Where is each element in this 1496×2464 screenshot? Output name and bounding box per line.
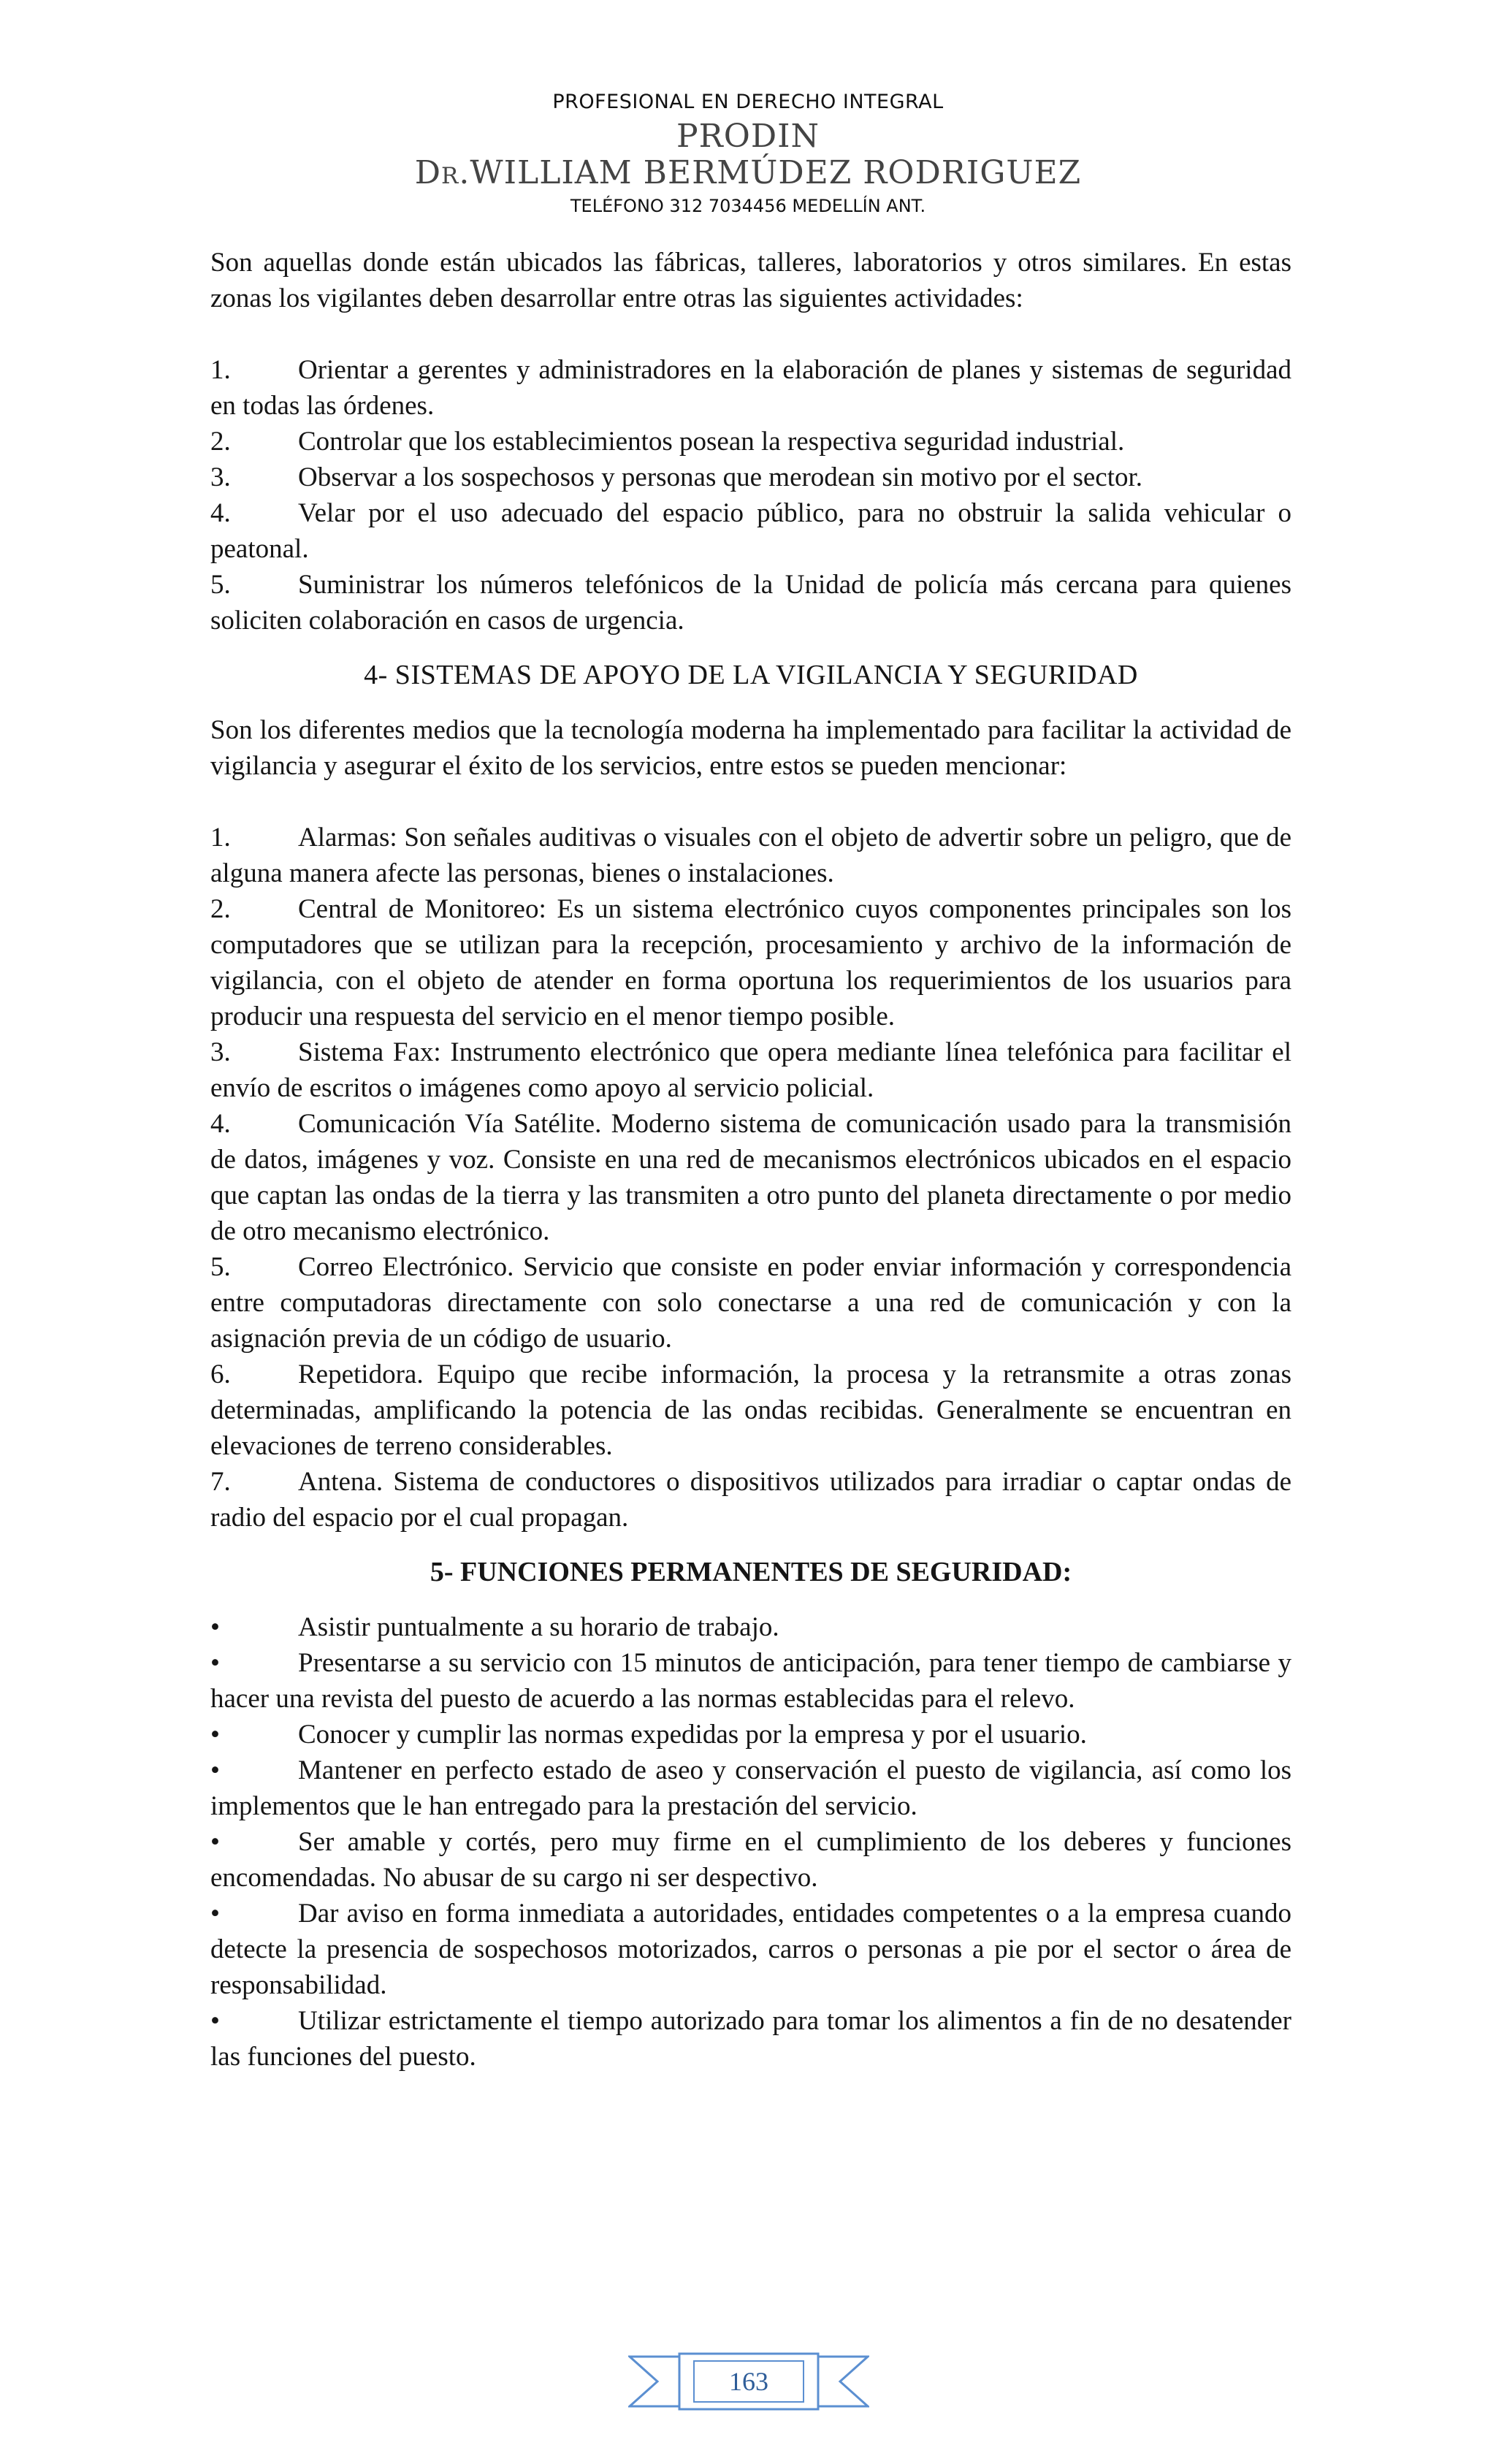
bullet-icon: • bbox=[210, 2006, 220, 2036]
list-item: 1. Alarmas: Son señales auditivas o visuales con el objeto de advertir sobre un peligro, que de alguna manera afecte las personas, bienes o instalaciones. bbox=[210, 823, 1291, 888]
list-item: • Ser amable y cortés, pero muy firme en el cumplimiento de los deberes y funciones encomendadas. No abusar de su cargo ni ser despectivo. bbox=[210, 1824, 1291, 1896]
list-item: 2. Controlar que los establecimientos posean la respectiva seguridad industrial. bbox=[210, 427, 1125, 457]
bullet-icon: • bbox=[210, 1755, 220, 1785]
section-5-heading: 5- FUNCIONES PERMANENTES DE SEGURIDAD: bbox=[430, 1557, 1072, 1587]
header-acronym: PRODIN bbox=[676, 118, 820, 155]
list-item: 7. Antena. Sistema de conductores o dispositivos utilizados para irradiar o captar ondas de radio del espacio por el cual propagan. bbox=[210, 1467, 1291, 1533]
section-4-intro: Son los diferentes medios que la tecnología moderna ha implementado para facilitar la actividad de vigilancia y asegurar el éxito de los servicios, entre estos se pueden mencionar: bbox=[210, 715, 1291, 781]
header-phone: TELÉFONO 312 7034456 MEDELLÍN ANT. bbox=[570, 196, 926, 216]
list-item: • Asistir puntualmente a su horario de trabajo. bbox=[210, 1609, 1291, 1645]
list-item: 3. Sistema Fax: Instrumento electrónico que opera mediante línea telefónica para facilitar el envío de escritos o imágenes como apoyo al servicio policial. bbox=[210, 1037, 1291, 1103]
document-body bbox=[210, 245, 1291, 2075]
list-item: 4. Comunicación Vía Satélite. Moderno sistema de comunicación usado para la transmisión de datos, imágenes y voz. Consiste en una red de mecanismos electrónicos ubicados en el espacio que captan las ondas de la tierra y las transmiten a otro punto del planeta directamente o por medio de otro mecanismo electrónico. bbox=[210, 1109, 1291, 1246]
page-header bbox=[0, 86, 1496, 221]
list-item: 6. Repetidora. Equipo que recibe información, la procesa y la retransmite a otras zonas determinadas, amplificando la potencia de las ondas recibidas. Generalmente se encuentran en elevaciones de terreno considerables. bbox=[210, 1359, 1291, 1461]
bullet-icon: • bbox=[210, 1899, 220, 1929]
list-item: 1. Orientar a gerentes y administradores en la elaboración de planes y sistemas de seguridad en todas las órdenes. bbox=[210, 355, 1291, 421]
list-item: 5. Suministrar los números telefónicos de la Unidad de policía más cercana para quienes soliciten colaboración en casos de urgencia. bbox=[210, 570, 1291, 636]
list-item: 3. Observar a los sospechosos y personas que merodean sin motivo por el sector. bbox=[210, 462, 1142, 492]
functions-list bbox=[210, 1609, 1291, 2075]
support-systems-list bbox=[210, 820, 1291, 1536]
list-item: 5. Correo Electrónico. Servicio que consiste en poder enviar información y correspondencia entre computadoras directamente con solo conectarse a una red de comunicación y con la asignación previa de un código de usuario. bbox=[210, 1252, 1291, 1354]
list-item: • Dar aviso en forma inmediata a autoridades, entidades competentes o a la empresa cuando detecte la presencia de sospechosos motorizados, carros o personas a pie por el sector o área de responsabilidad. bbox=[210, 1896, 1291, 2003]
list-item: 2. Central de Monitoreo: Es un sistema electrónico cuyos componentes principales son los computadores que se utilizan para la recepción, procesamiento y archivo de la información de vigilancia, con el objeto de atender en forma oportuna los requerimientos de los usuarios para producir una respuesta del servicio en el menor tiempo posible. bbox=[210, 894, 1291, 1031]
list-item: • Presentarse a su servicio con 15 minutos de anticipación, para tener tiempo de cambiarse y hacer una revista del puesto de acuerdo a las normas establecidas para el relevo. bbox=[210, 1645, 1291, 1717]
bullet-icon: • bbox=[210, 1720, 220, 1750]
bullet-icon: • bbox=[210, 1648, 220, 1678]
activities-list bbox=[210, 352, 1291, 638]
list-item: • Conocer y cumplir las normas expedidas por la empresa y por el usuario. bbox=[210, 1717, 1291, 1752]
section-4-heading: 4- SISTEMAS DE APOYO DE LA VIGILANCIA Y SEGURIDAD bbox=[364, 660, 1138, 690]
list-item: 4. Velar por el uso adecuado del espacio público, para no obstruir la salida vehicular o peatonal. bbox=[210, 498, 1291, 564]
intro-paragraph: Son aquellas donde están ubicados las fábricas, talleres, laboratorios y otros similares. En estas zonas los vigilantes deben desarrollar entre otras las siguientes actividades: bbox=[210, 248, 1291, 313]
header-author: Dr.WILLIAM BERMÚDEZ RODRIGUEZ bbox=[414, 154, 1082, 191]
list-item: • Mantener en perfecto estado de aseo y conservación el puesto de vigilancia, así como los implementos que le han entregado para la prestación del servicio. bbox=[210, 1752, 1291, 1824]
page-number-ribbon bbox=[628, 2352, 869, 2411]
bullet-icon: • bbox=[210, 1612, 220, 1642]
bullet-icon: • bbox=[210, 1827, 220, 1857]
header-profession: PROFESIONAL EN DERECHO INTEGRAL bbox=[552, 91, 944, 113]
page-number: 163 bbox=[729, 2367, 768, 2396]
list-item: • Utilizar estrictamente el tiempo autorizado para tomar los alimentos a fin de no desatender las funciones del puesto. bbox=[210, 2003, 1291, 2075]
